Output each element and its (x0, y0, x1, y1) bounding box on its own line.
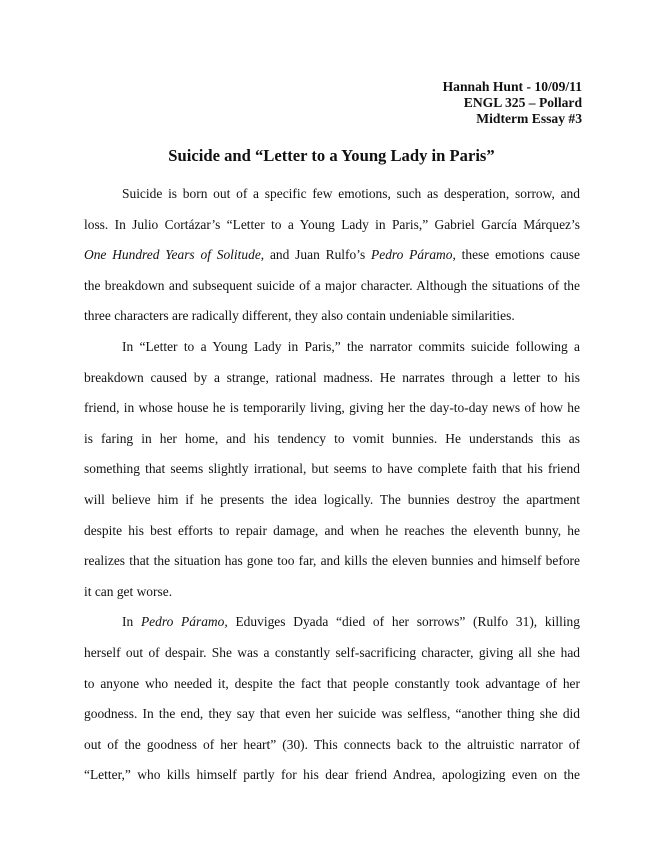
p3-line-6: “Letter,” who kills himself partly for his dear friend Andrea, apologizing even on the (84, 767, 580, 783)
assignment-name: Midterm Essay #3 (476, 111, 582, 126)
p2-line-6: will believe him if he presents the idea logically. The bunnies destroy the apartment (84, 491, 580, 507)
p2-line-1: In “Letter to a Young Lady in Paris,” the narrator commits suicide following a (122, 338, 580, 354)
p3-line-1-end: Eduviges Dyada “died of her sorrows” (Rulfo 31), killing (227, 614, 580, 630)
p2-line-9: it can get worse. (84, 583, 173, 599)
p2-line-3: friend, in whose house he is temporarily living, giving her the day-to-day news of how he (84, 400, 580, 416)
p1-line-5: three characters are radically different, they also contain undeniable similarities. (84, 308, 515, 324)
p2-line-7: despite his best efforts to repair damage, and when he reaches the eleventh bunny, he (84, 522, 580, 538)
essay-title: Suicide and “Letter to a Young Lady in Paris” (168, 146, 495, 165)
p1-line-3-end: , these emotions cause (452, 247, 580, 263)
p3-line-1-start: In (122, 614, 141, 630)
p3-line-5: out of the goodness of her heart” (30). This connects back to the altruistic narrator of (84, 736, 580, 752)
p2-line-4: is faring in her home, and his tendency to vomit bunnies. He understands this as (84, 430, 580, 446)
p3-line-3: to anyone who needed it, despite the fact that people constantly took advantage of her (84, 675, 580, 691)
p3-line-2: herself out of despair. She was a constantly self-sacrificing character, giving all she had (84, 644, 580, 660)
p2-line-8: realizes that the situation has gone too far, and kills the eleven bunnies and himself before (84, 553, 580, 569)
p2-line-5: something that seems slightly irrational, but seems to have complete faith that his friend (84, 461, 580, 477)
essay-body (84, 179, 580, 791)
book-title-paramo: Pedro Páramo (371, 247, 453, 263)
author-date: Hannah Hunt - 10/09/11 (442, 79, 582, 94)
p1-line-4: the breakdown and subsequent suicide of a major character. Although the situations of the (84, 277, 580, 293)
essay-header (443, 79, 582, 127)
course-info: ENGL 325 – Pollard (463, 95, 582, 110)
p1-line-2: loss. In Julio Cortázar’s “Letter to a Young Lady in Paris,” Gabriel García Márquez’s (84, 216, 580, 232)
p1-line-3-mid: , and Juan Rulfo’s (260, 247, 372, 263)
p1-line-1: Suicide is born out of a specific few emotions, such as desperation, sorrow, and (122, 186, 580, 201)
p3-line-1 (84, 607, 580, 638)
book-title-solitude: One Hundred Years of Solitude (84, 247, 261, 263)
book-title-paramo-2: Pedro Páramo, (140, 614, 228, 630)
p1-line-3 (84, 240, 580, 271)
p3-line-4: goodness. In the end, they say that even her suicide was selfless, “another thing she did (84, 706, 580, 722)
p2-line-2: breakdown caused by a strange, rational madness. He narrates through a letter to his (84, 369, 580, 385)
